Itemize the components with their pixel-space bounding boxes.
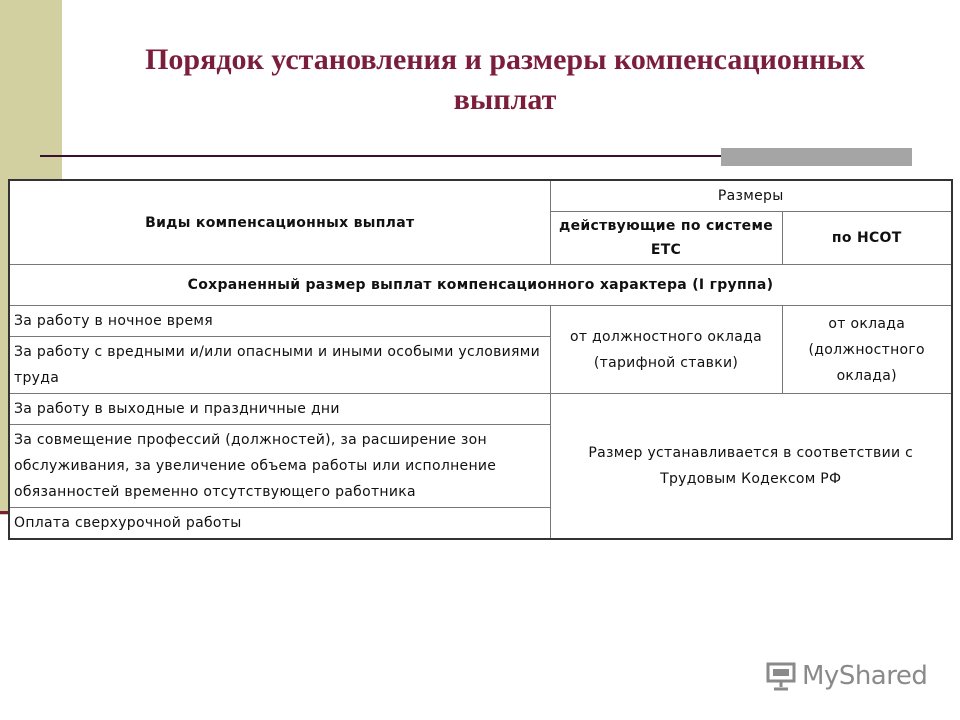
myshared-logo xyxy=(766,658,927,694)
group1-title: Сохраненный размер выплат компенсационного характера (I группа) xyxy=(9,265,952,306)
group-row xyxy=(9,265,952,306)
header-ets: действующие по системе ЕТС xyxy=(550,212,782,265)
row-hazardous-work: За работу с вредными и/или опасными и иными особыми условиями труда xyxy=(9,337,550,394)
row-holiday-work: За работу в выходные и праздничные дни xyxy=(9,394,550,425)
logo-text: MyShared xyxy=(802,661,928,691)
presentation-icon xyxy=(766,661,796,691)
compensation-table xyxy=(8,179,953,540)
row-combination-work: За совмещение профессий (должностей), за расширение зон обслуживания, за увеличение объема работы или исполнение обязанностей временно отсутствующего работника xyxy=(9,425,550,508)
rows-b-value: Размер устанавливается в соответствии с Трудовым Кодексом РФ xyxy=(550,394,952,540)
title-underline-accent xyxy=(721,148,912,166)
table-row xyxy=(9,306,952,337)
table-header-row xyxy=(9,180,952,212)
row-overtime-work: Оплата сверхурочной работы xyxy=(9,508,550,540)
header-sizes: Размеры xyxy=(550,180,952,212)
slide-title-line2: выплат xyxy=(453,83,557,116)
rows-a-ets-value: от должностного оклада (тарифной ставки) xyxy=(550,306,782,394)
rows-a-nsot-value: от оклада (должностного оклада) xyxy=(782,306,952,394)
header-types: Виды компенсационных выплат xyxy=(9,180,550,265)
row-night-work: За работу в ночное время xyxy=(9,306,550,337)
header-nsot: по НСОТ xyxy=(782,212,952,265)
table-row xyxy=(9,394,952,425)
slide-title xyxy=(80,40,930,120)
slide-title-line1: Порядок установления и размеры компенсационных xyxy=(145,43,865,76)
